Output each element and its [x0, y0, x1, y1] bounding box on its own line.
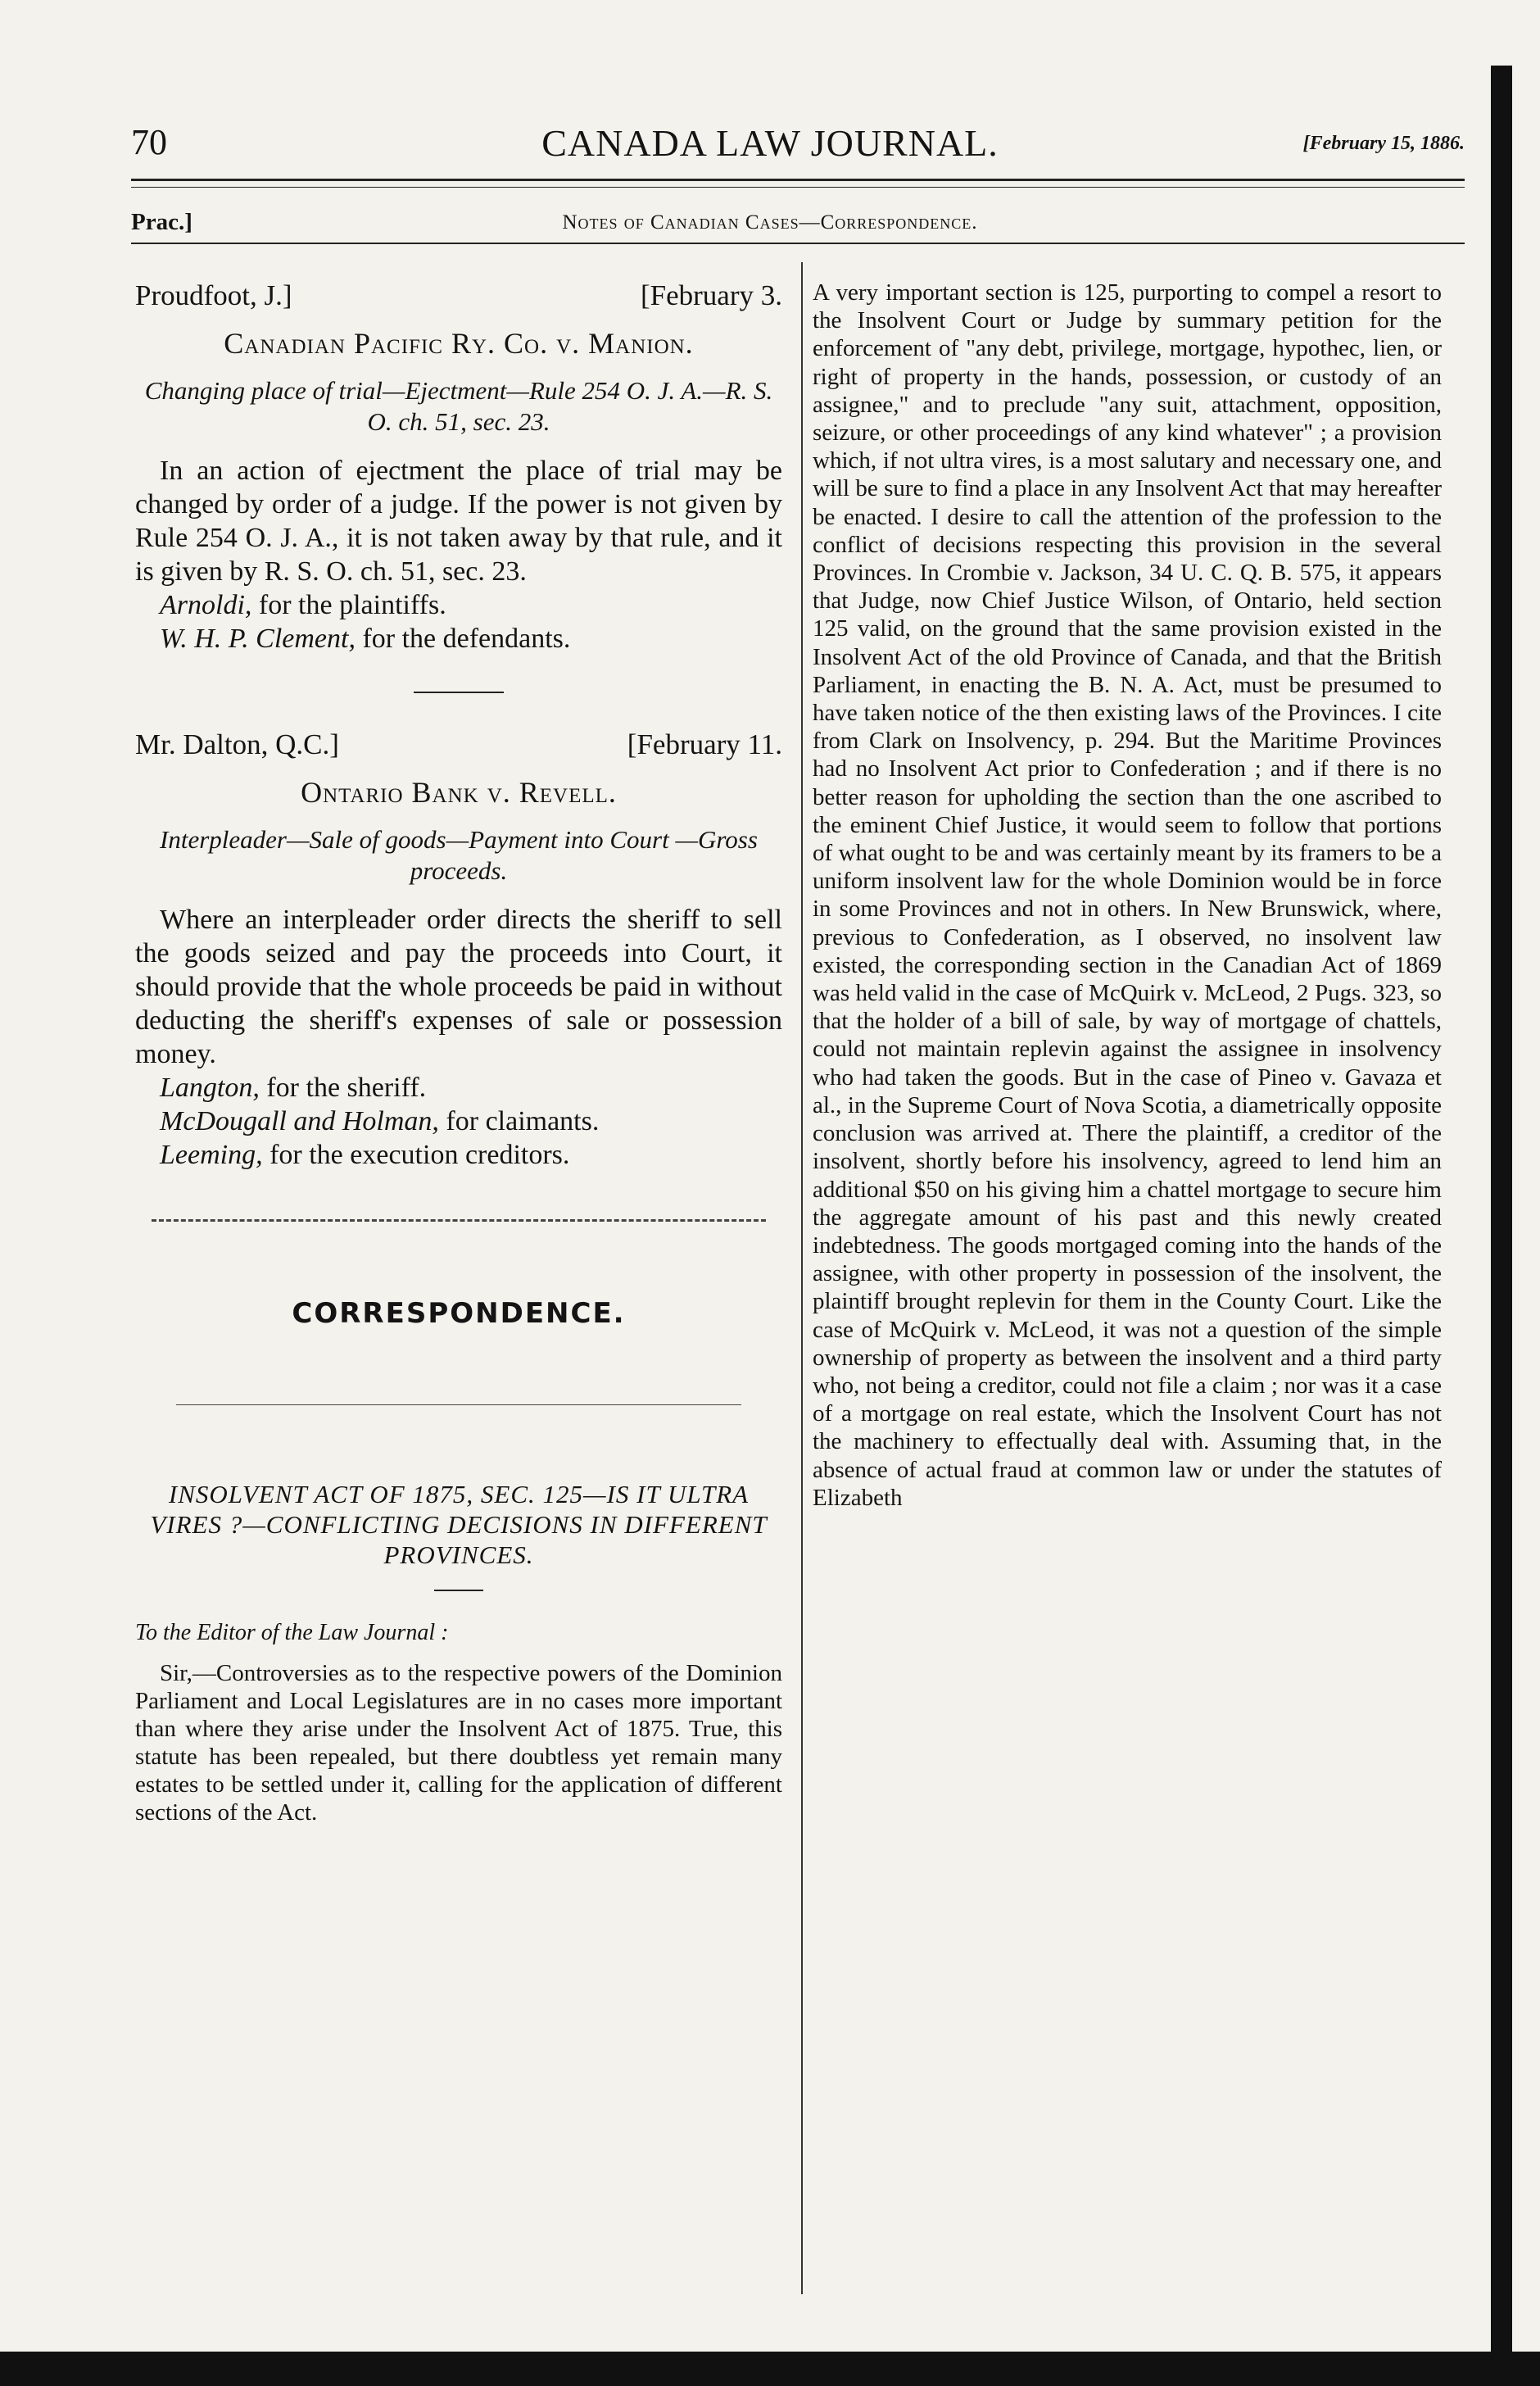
scan-edge-bottom [0, 2352, 1540, 2386]
case2-body: Where an interpleader order directs the sheriff to sell the goods seized and pay the proceeds into Court, it should provide that the whole proceeds be paid in without deducting the sheriff's expenses of sale or possession money. [135, 905, 782, 1069]
case2-headnote: Interpleader—Sale of goods—Payment into Court —Gross proceeds. [160, 825, 758, 885]
scan-edge-right [1491, 66, 1512, 2360]
case2-counsel-2 [160, 1105, 782, 1138]
salutation-text: To the Editor of the Law Journal : [135, 1620, 449, 1645]
left-column [135, 279, 782, 1826]
header-rule-thick [131, 179, 1465, 181]
case-separator [414, 692, 504, 693]
right-column-text: A very important section is 125, purporting to compel a resort to the Insolvent Court or Judge by summary petition for the enforcement of "any debt, privilege, mortgage, hypothec, lien, or right of property in the hands, possession, or custody of an assignee," and to preclude "any suit, attachment, opposition, seizure, or other proceedings of any kind whatever" ; a provision which, if not ultra vires, is a most salutary and necessary one, and will be sure to find a place in any Insolvent Act that may hereafter be enacted. I desire to call the attention of the profession to the conflict of decisions respecting this provision in the several Provinces. In Crombie v. Jackson, 34 U. C. Q. B. 575, it appears that Judge, now Chief Justice Wilson, of Ontario, held section 125 valid, on the ground that the same provision existed in the Insolvent Act of the old Province of Canada, and that the British Parliament, in enacting the B. N. A. Act, must be presumed to have taken notice of the then existing laws of the Provinces. I cite from Clark on Insolvency, p. 294. But the Maritime Provinces had no Insolvent Act prior to Confederation ; and if there is no better reason for upholding the section than the one ascribed to the eminent Chief Justice, it would seem to follow that portions of what ought to be and was certainly meant by its framers to be a uniform insolvent law for the whole Dominion would be in force in some Provinces and not in others. In New Brunswick, where, previous to Confederation, as I observed, no insolvent law existed, the corresponding section in the Canadian Act of 1869 was held valid in the case of McQuirk v. McLeod, 2 Pugs. 323, so that the holder of a bill of sale, by way of mortgage of chattels, could not maintain replevin against the assignee in insolvency who had taken the goods. But in the case of Pineo v. Gavaza et al., in the Supreme Court of Nova Scotia, a diametrically opposite conclusion was arrived at. There the plaintiff, a creditor of the insolvent, shortly before his insolvency, agreed to lend him an additional $50 on his giving him a chattel mortgage to secure him the aggregate amount of his past and this newly created indebtedness. The goods mortgaged coming into the hands of the assignee, with other property in possession of the insolvent, the plaintiff brought replevin for them in the County Court. Like the case of McQuirk v. McLeod, it was not a question of the simple ownership of property as between the insolvent and a third party who, not being a creditor, could not file a claim ; nor was it a case of a mortgage on real estate, which the Insolvent Court has not the machinery to effectually deal with. Assuming that, in the absence of actual fraud at common law or under the statutes of Elizabeth [813, 279, 1442, 1511]
counsel-name: Langton, [160, 1073, 260, 1103]
counsel-name: Leeming, [160, 1140, 263, 1170]
case1-headnote: Changing place of trial—Ejectment—Rule 254 O. J. A.—R. S. O. ch. 51, sec. 23. [144, 376, 773, 436]
case1-judge: Proudfoot, J.] [135, 279, 292, 311]
case2-counsel-3 [160, 1138, 782, 1172]
issue-date: [February 15, 1886. [1302, 133, 1465, 154]
counsel-name: Arnoldi, [160, 590, 252, 620]
case2-name: Ontario Bank v. Revell. [301, 776, 617, 809]
header-rule-thin [131, 187, 1465, 188]
counsel-role: for the sheriff. [266, 1073, 427, 1103]
case2-counsel-1 [160, 1071, 782, 1105]
correspondence-rule [176, 1404, 741, 1405]
case1-counsel-2 [160, 622, 782, 655]
counsel-role: for the defendants. [362, 624, 571, 654]
case1-header [135, 279, 782, 312]
counsel-role: for the plaintiffs. [258, 590, 446, 620]
case2-date: [February 11. [627, 728, 782, 760]
title-rule [434, 1590, 483, 1591]
counsel-role: for claimants. [446, 1106, 600, 1136]
counsel-name: W. H. P. Clement, [160, 624, 356, 654]
case2-judge: Mr. Dalton, Q.C.] [135, 728, 339, 760]
case1-counsel-1 [160, 588, 782, 622]
journal-title: CANADA LAW JOURNAL. [541, 122, 999, 164]
counsel-name: McDougall and Holman, [160, 1106, 439, 1136]
right-column [813, 279, 1442, 1512]
section-title: Notes of Canadian Cases—Correspondence. [562, 211, 978, 234]
letter-opening: Sir,—Controversies as to the respective powers of the Dominion Parliament and Local Legislatures are in no cases more important than where they arise under the Insolvent Act of 1875. True, this statute has been repealed, but there doubtless yet remain many estates to be settled under it, calling for the application of different sections of the Act. [135, 1660, 782, 1826]
counsel-role: for the execution creditors. [270, 1140, 570, 1170]
salutation [135, 1616, 782, 1649]
dashed-separator [152, 1219, 766, 1222]
section-rule [131, 243, 1465, 244]
section-label: Prac.] [131, 209, 192, 235]
page-number: 70 [131, 122, 167, 162]
column-divider [801, 262, 803, 2294]
case1-name: Canadian Pacific Ry. Co. v. Manion. [224, 327, 694, 360]
case1-date: [February 3. [640, 279, 782, 311]
case1-body: In an action of ejectment the place of trial may be changed by order of a judge. If the power is not given by Rule 254 O. J. A., it is not taken away by that rule, and it is given by R. S. O. ch. 51, sec. 23. [135, 456, 782, 587]
article-title: INSOLVENT ACT OF 1875, SEC. 125—IS IT ULTRA VIRES ?—CONFLICTING DECISIONS IN DIFFERENT PROVINCES. [150, 1480, 768, 1569]
correspondence-heading: CORRESPONDENCE. [292, 1297, 626, 1330]
case2-header [135, 728, 782, 761]
